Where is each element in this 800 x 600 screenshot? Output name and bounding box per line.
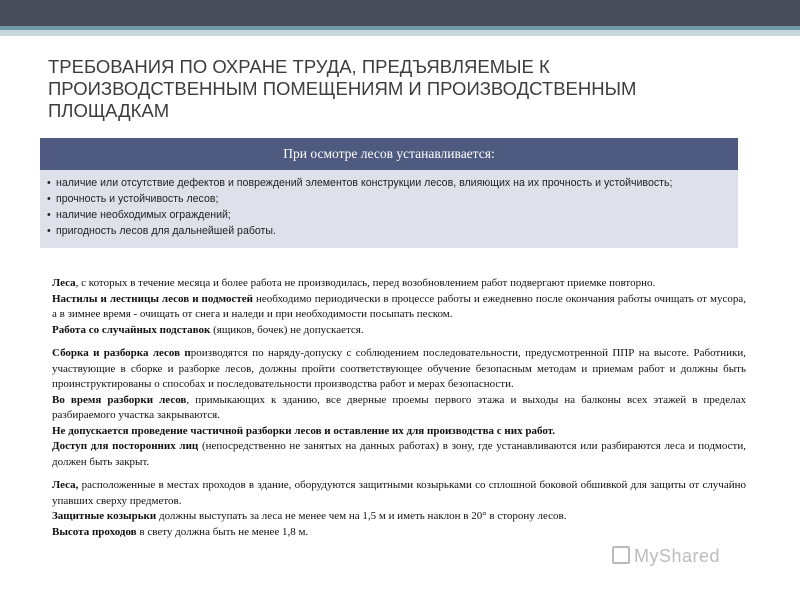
watermark [612,546,720,567]
list-item: • наличие необходимых ограждений; [46,208,730,222]
paragraph-text: , с которых в течение месяца и более работа не производилась, перед возобновлением работ подвергают приемке повторно. [75,277,656,289]
paragraph-text: роизводятся по наряду-допуску с соблюдением последовательности, предусмотренной ППР на высоте. Работники, участвующие в сборке и разборке лесов, должны пройти соответствующее обучение безопасным методам и приемам работ и должны быть проинструктированы о способах и последовательности производства работ и мерах безопасности. [52,347,746,390]
list-item: • прочность и устойчивость лесов; [46,192,730,206]
top-bar [0,0,800,26]
bold-lead: Высота проходов [52,525,137,538]
top-light-stripe [0,30,800,36]
bold-lead: Сборка и разборка лесов п [52,347,191,359]
paragraph-text: (непосредственно не занятых на данных работах) в зону, где устанавливаются или разбираются леса и подмости, должен быть закрыт. [52,440,746,468]
panel-header: При осмотре лесов устанавливается: [40,138,738,170]
paragraph-dismantling [52,393,746,424]
body-text [52,276,746,540]
paragraph-canopies [52,478,746,509]
bold-lead: Настилы и лестницы лесов и подмостей [52,292,253,305]
paragraph-text: должны выступать за леса не менее чем на 1,5 м и иметь наклон в 20° в сторону лесов. [156,510,567,522]
paragraph-passage-height [52,525,746,541]
watermark-logo-icon [612,546,630,564]
paragraph-reacceptance [52,276,746,292]
slide-title: ТРЕБОВАНИЯ ПО ОХРАНЕ ТРУДА, ПРЕДЪЯВЛЯЕМЫЕ К ПРОИЗВОДСТВЕННЫМ ПОМЕЩЕНИЯМ И ПРОИЗВОДСТВЕННЫМ ПЛОЩАДКАМ [48,56,637,121]
paragraph-text: (ящиков, бочек) не допускается. [210,323,364,336]
inspection-panel [40,138,738,248]
paragraph-partial-dismantling [52,424,746,440]
watermark-text: MyShared [634,546,721,566]
bold-lead: Защитные козырьки [52,510,157,522]
panel-list [40,170,738,248]
paragraph-text: , примыкающих к зданию, все дверные проемы первого этажа и выходы на балконы всех этажей в пределах разбираемого участка закрываются. [52,393,746,421]
bold-lead: Работа со случайных подставок [52,323,211,336]
bold-lead: Доступ для посторонних лиц [52,440,199,452]
paragraph-text: необходимо периодически в процессе работы и ежедневно после окончания работы очищать от мусора, а в зимнее время - очищать от снега и наледи и при необходимости посыпать песком. [52,292,746,320]
paragraph-assembly [52,346,746,393]
list-item: • наличие или отсутствие дефектов и повреждений элементов конструкции лесов, влияющих на их прочность и устойчивость; [46,176,730,190]
paragraph-random-stands [52,323,746,339]
paragraph-access [52,439,746,470]
bold-lead: Во время разборки лесов [52,393,187,406]
bold-lead: Леса, [52,479,79,491]
paragraph-cleaning [52,292,746,323]
paragraph-canopy-size [52,509,746,525]
bold-lead: Леса [52,277,76,289]
bold-lead: Не допускается проведение частичной разборки лесов и оставление их для производства с них работ. [52,424,556,437]
paragraph-text: в свету должна быть не менее 1,8 м. [136,525,309,538]
list-item: • пригодность лесов для дальнейшей работы. [46,224,730,238]
paragraph-text: расположенные в местах проходов в здание, оборудуются защитными козырьками со сплошной боковой обшивкой для защиты от случайно упавших сверху предметов. [52,479,746,507]
